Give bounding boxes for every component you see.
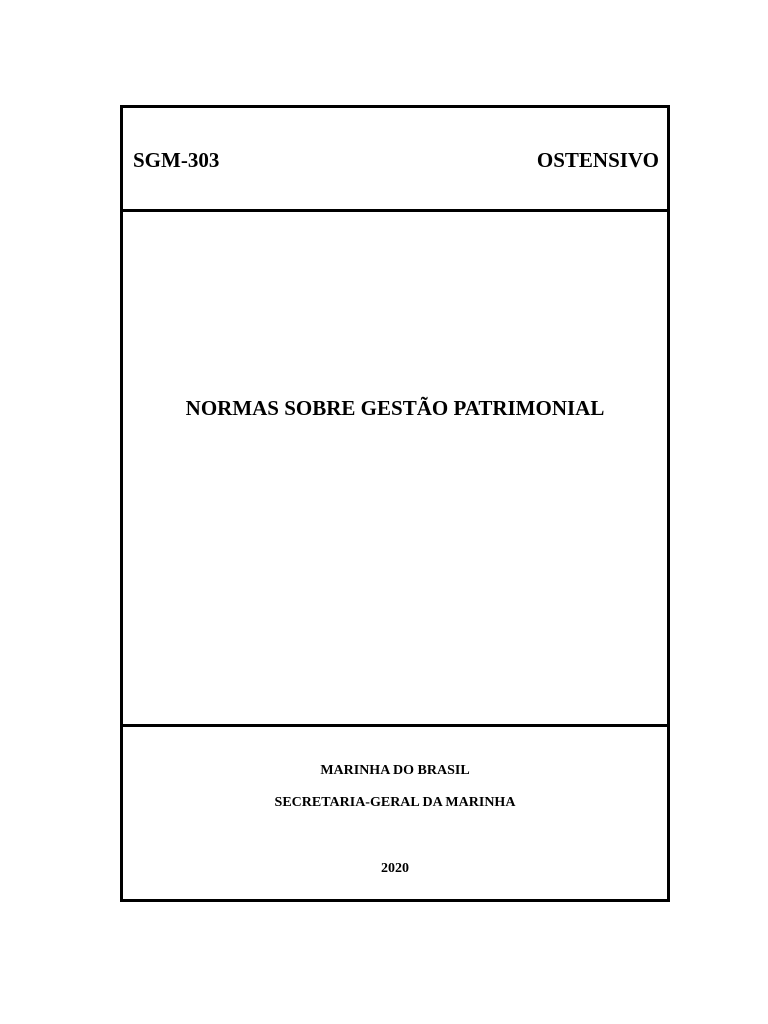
organization-name: MARINHA DO BRASIL bbox=[320, 763, 470, 778]
document-cover-frame bbox=[120, 105, 670, 902]
department-name: SECRETARIA-GERAL DA MARINHA bbox=[274, 795, 516, 810]
cover-footer bbox=[123, 727, 667, 899]
document-code: SGM-303 bbox=[133, 148, 220, 172]
document-title: NORMAS SOBRE GESTÃO PATRIMONIAL bbox=[185, 396, 605, 420]
cover-header bbox=[123, 108, 667, 212]
classification-label: OSTENSIVO bbox=[536, 148, 659, 172]
cover-body bbox=[123, 212, 667, 727]
publication-year: 2020 bbox=[381, 861, 409, 876]
